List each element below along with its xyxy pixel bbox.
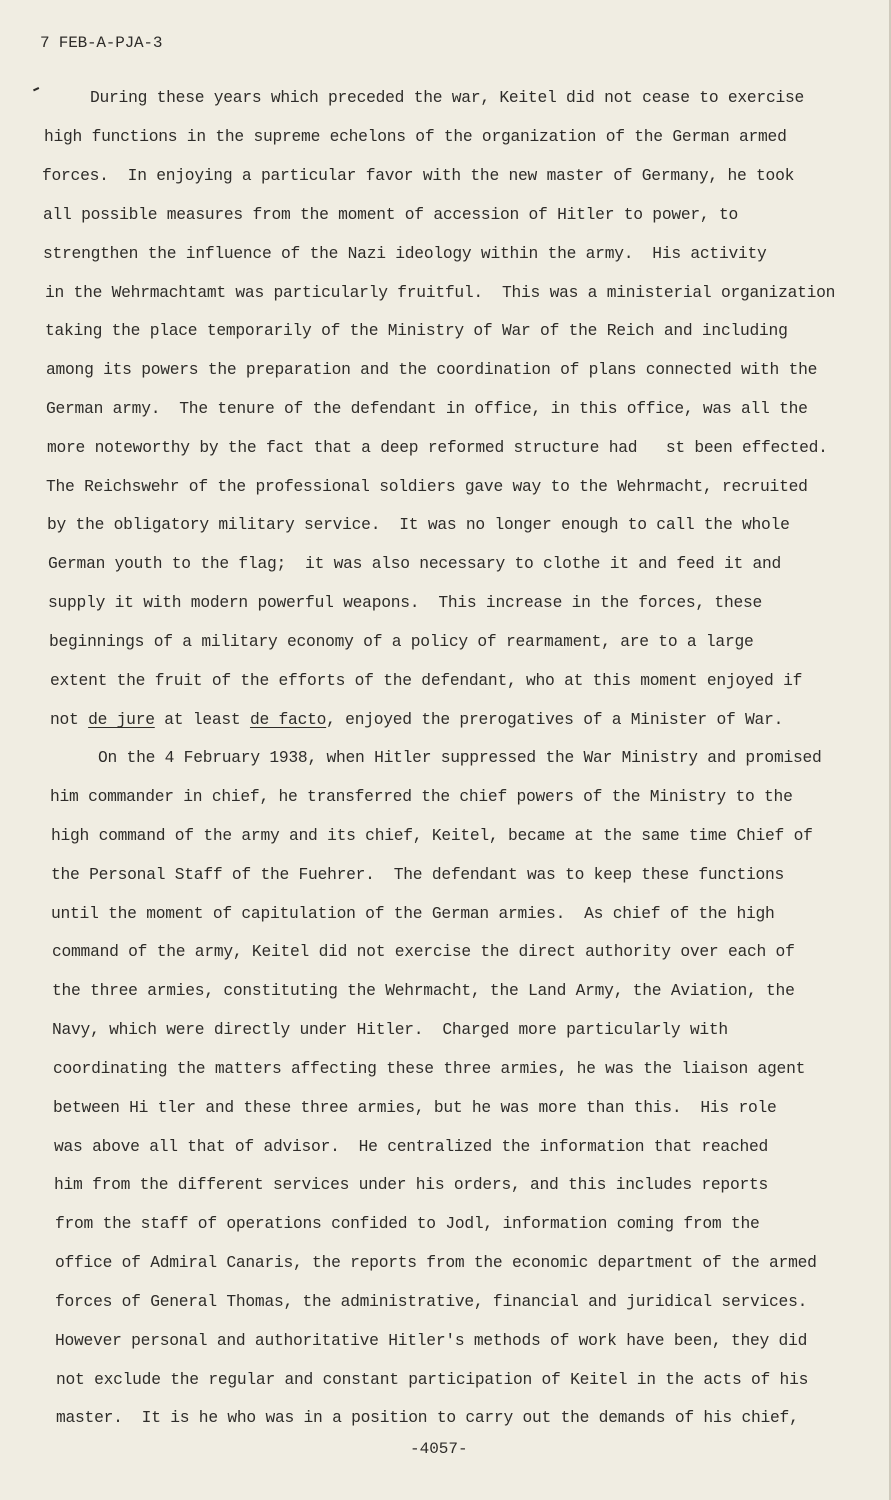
text-line: office of Admiral Canaris, the reports from the economic department of the armed xyxy=(55,1253,817,1272)
text-line: high command of the army and its chief, Keitel, became at the same time Chief of xyxy=(51,826,813,845)
text-line: master. It is he who was in a position to carry out the demands of his chief, xyxy=(56,1408,799,1427)
text-line: beginnings of a military economy of a policy of rearmament, are to a large xyxy=(49,632,754,651)
text-line: The Reichswehr of the professional soldiers gave way to the Wehrmacht, recruited xyxy=(46,477,808,496)
text-line: until the moment of capitulation of the German armies. As chief of the high xyxy=(51,904,775,923)
text-line: him from the different services under his orders, and this includes reports xyxy=(54,1175,769,1194)
text-line: from the staff of operations confided to Jodl, information coming from the xyxy=(55,1214,760,1233)
text-line: forces of General Thomas, the administrative, financial and juridical services. xyxy=(55,1292,808,1311)
text-line: coordinating the matters affecting these three armies, he was the liaison agent xyxy=(53,1059,806,1078)
text-line: During these years which preceded the war, Keitel did not cease to exercise xyxy=(90,88,805,107)
text-line: by the obligatory military service. It was no longer enough to call the whole xyxy=(47,515,790,534)
text-line: German youth to the flag; it was also necessary to clothe it and feed it and xyxy=(48,554,782,573)
text-line: all possible measures from the moment of accession of Hitler to power, to xyxy=(43,205,738,224)
text-line: supply it with modern powerful weapons. This increase in the forces, these xyxy=(48,593,763,612)
text-line: between Hi tler and these three armies, but he was more than this. His role xyxy=(53,1098,777,1117)
underlined-term: de jure xyxy=(88,710,155,729)
text-line: forces. In enjoying a particular favor with the new master of Germany, he took xyxy=(42,166,795,185)
text-fragment: , enjoyed the prerogatives of a Minister of War. xyxy=(326,710,784,729)
text-line: German army. The tenure of the defendant in office, in this office, was all the xyxy=(46,399,808,418)
text-line: not exclude the regular and constant participation of Keitel in the acts of his xyxy=(56,1370,809,1389)
underlined-term: de facto xyxy=(249,710,327,729)
text-line: him commander in chief, he transferred the chief powers of the Ministry to the xyxy=(50,787,793,806)
document-reference: 7 FEB-A-PJA-3 xyxy=(40,34,163,52)
text-line: command of the army, Keitel did not exercise the direct authority over each of xyxy=(52,942,795,961)
text-line: more noteworthy by the fact that a deep reformed structure had st been effected. xyxy=(47,438,828,457)
text-line: was above all that of advisor. He centralized the information that reached xyxy=(54,1137,769,1156)
text-line: extent the fruit of the efforts of the defendant, who at this moment enjoyed if xyxy=(50,671,803,690)
text-line: the three armies, constituting the Wehrmacht, the Land Army, the Aviation, the xyxy=(52,981,795,1000)
text-line: in the Wehrmachtamt was particularly fruitful. This was a ministerial organization xyxy=(45,283,836,302)
text-line: among its powers the preparation and the coordination of plans connected with the xyxy=(46,360,818,379)
text-line: the Personal Staff of the Fuehrer. The defendant was to keep these functions xyxy=(51,865,785,884)
text-line: Navy, which were directly under Hitler. Charged more particularly with xyxy=(52,1020,728,1039)
page-number: -4057- xyxy=(410,1440,468,1458)
text-fragment: at least xyxy=(154,710,250,729)
ink-mark xyxy=(33,87,41,95)
text-line-underlined xyxy=(50,710,783,730)
text-line: strengthen the influence of the Nazi ideology within the army. His activity xyxy=(43,244,767,263)
text-fragment: not xyxy=(50,710,89,729)
text-line: high functions in the supreme echelons of the organization of the German armed xyxy=(44,127,787,146)
text-line: taking the place temporarily of the Ministry of War of the Reich and including xyxy=(45,321,788,340)
text-line: However personal and authoritative Hitler's methods of work have been, they did xyxy=(55,1331,808,1350)
text-line: On the 4 February 1938, when Hitler suppressed the War Ministry and promised xyxy=(98,748,822,767)
